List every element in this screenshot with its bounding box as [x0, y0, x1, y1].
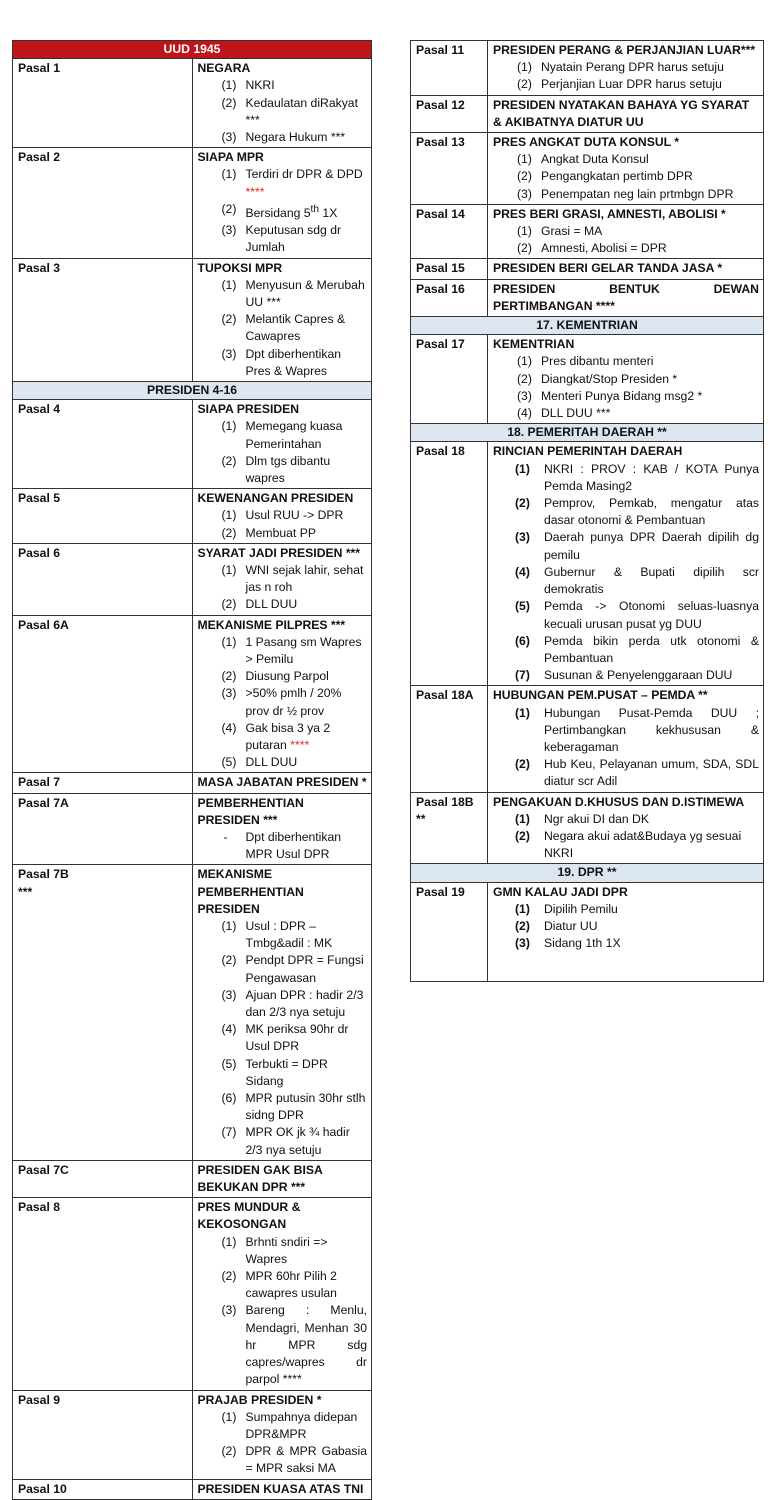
list-item: (3) Menteri Punya Bidang msg2 *	[517, 388, 703, 403]
row-pasal-11	[411, 41, 764, 96]
pasal-heading: TUPOKSI MPR	[197, 260, 283, 275]
list-item: (2) Bersidang 5th 1X	[221, 201, 338, 220]
pasal-items	[198, 277, 368, 380]
pasal-content	[192, 148, 372, 258]
pasal-label: Pasal 11	[411, 41, 488, 96]
pasal-heading: SIAPA MPR	[197, 150, 264, 165]
pasal-heading: PRES ANGKAT DUTA KONSUL *	[493, 135, 679, 150]
list-item: (3) >50% pmlh / 20% prov dr ½ prov	[221, 686, 342, 718]
pasal-items	[493, 811, 759, 863]
list-item: (2) Perjanjian Luar DPR harus setuju	[517, 77, 722, 92]
row-pasal-5	[13, 489, 372, 544]
section-title: 18. PEMERITAH DAERAH **	[411, 424, 764, 442]
list-item: (1) Hubungan Pusat-Pemda DUU ; Pertimbangkan kekhususan & keberagaman	[515, 705, 759, 754]
pasal-label: Pasal 7A	[13, 793, 193, 865]
list-item: (3) Dpt diberhentikan Pres & Wapres	[221, 346, 342, 378]
pasal-label: Pasal 5	[13, 489, 193, 544]
list-item: (1) Nyatain Perang DPR harus setuju	[517, 60, 724, 75]
list-item: (2) Negara akui adat&Budaya yg sesuai NKRI	[515, 828, 742, 861]
row-pasal-17	[411, 335, 764, 424]
list-item: (7) MPR OK jk ¾ hadir 2/3 nya setuju	[221, 1125, 350, 1157]
list-item: (6) MPR putusin 30hr stlh sidng DPR	[221, 1091, 366, 1123]
list-item: (1) Memegang kuasa Pemerintahan	[221, 419, 343, 451]
pasal-heading: PRAJAB PRESIDEN *	[197, 1392, 322, 1407]
pasal-heading: PRES MUNDUR & KEKOSONGAN	[197, 1200, 301, 1232]
pasal-content	[488, 442, 764, 686]
pasal-items	[493, 353, 759, 422]
pasal-items	[198, 918, 368, 1159]
list-item: (6) Pemda bikin perda utk otonomi & Pembantuan	[515, 633, 759, 665]
section-title: 17. KEMENTRIAN	[411, 317, 764, 335]
list-item: (1) Dipilih Pemilu	[515, 901, 618, 916]
pasal-heading: SYARAT JADI PRESIDEN ***	[197, 545, 361, 560]
pasal-label: Pasal 12	[411, 95, 488, 132]
list-item: (2) Pendpt DPR = Fungsi Pengawasan	[221, 953, 364, 985]
list-item: (3) Bareng : Menlu, Mendagri, Menhan 30 hr MPR sdg capres/wapres dr parpol ****	[221, 1303, 367, 1387]
list-item: (1) Usul RUU -> DPR	[221, 508, 344, 523]
pasal-heading: SIAPA PRESIDEN	[197, 402, 300, 417]
pasal-heading: GMN KALAU JADI DPR	[493, 884, 628, 899]
pasal-content	[488, 133, 764, 205]
pasal-content	[192, 400, 372, 489]
list-item: (3) Daerah punya DPR Daerah dipilih dg pemilu	[515, 530, 759, 562]
section-header-dpr	[411, 864, 764, 882]
row-pasal-14	[411, 204, 764, 259]
row-pasal-2	[13, 148, 372, 258]
pasal-content	[488, 882, 764, 981]
red-stars: ****	[290, 737, 310, 752]
list-item: (1) Brhnti sndiri => Wapres	[221, 1234, 328, 1266]
pasal-heading: RINCIAN PEMERINTAH DAERAH	[493, 444, 683, 459]
list-item: (3) Penempatan neg lain prtmbgn DPR	[517, 186, 734, 201]
pasal-heading: KEMENTRIAN	[493, 337, 575, 352]
list-item: (4) Gak bisa 3 ya 2 putaran ****	[221, 720, 331, 752]
row-pasal-19	[411, 882, 764, 981]
list-item: (2) Diatur UU	[515, 918, 598, 933]
pasal-heading: PRESIDEN NYATAKAN BAHAYA YG SYARAT & AKIBATNYA DIATUR UU	[488, 95, 764, 132]
right-table	[410, 40, 764, 982]
list-item: (2) Kedaulatan diRakyat ***	[221, 95, 358, 127]
pasal-heading: MASA JABATAN PRESIDEN *	[192, 773, 372, 793]
list-item: (2) MPR 60hr Pilih 2 cawapres usulan	[221, 1269, 337, 1301]
section-title: PRESIDEN 4-16	[13, 381, 372, 399]
pasal-heading: PRESIDEN BENTUK DEWAN PERTIMBANGAN ****	[488, 279, 764, 316]
pasal-heading: MEKANISME PEMBERHENTIAN PRESIDEN	[197, 867, 304, 916]
pasal-label: Pasal 18B **	[411, 792, 488, 864]
pasal-items	[198, 1234, 368, 1389]
row-pasal-13	[411, 133, 764, 205]
pasal-label: Pasal 15	[411, 259, 488, 279]
pasal-label: Pasal 7B ***	[13, 865, 193, 1160]
pasal-content	[488, 792, 764, 864]
list-item: (5) DLL DUU	[221, 755, 298, 770]
row-pasal-15	[411, 259, 764, 279]
pasal-label: Pasal 7	[13, 773, 193, 793]
pasal-heading: PRESIDEN KUASA ATAS TNI	[192, 1479, 372, 1499]
pasal-label: Pasal 16	[411, 279, 488, 316]
pasal-label: Pasal 10	[13, 1479, 193, 1499]
pasal-content	[488, 41, 764, 96]
pasal-content	[192, 1198, 372, 1390]
list-item: (1) Ngr akui DI dan DK	[515, 811, 649, 826]
list-item: (4) DLL DUU ***	[517, 406, 611, 421]
pasal-content	[488, 204, 764, 259]
list-item: (2) Amnesti, Abolisi = DPR	[517, 241, 667, 256]
pasal-heading: PRESIDEN BERI GELAR TANDA JASA *	[488, 259, 764, 279]
list-item: (2) DPR & MPR Gabasia = MPR saksi MA	[221, 1444, 367, 1476]
pasal-items	[198, 77, 368, 146]
section-header-uud	[13, 41, 372, 59]
list-item: (4) MK periksa 90hr dr Usul DPR	[221, 1022, 349, 1054]
section-header-presiden	[13, 381, 372, 399]
pasal-label: Pasal 14	[411, 204, 488, 259]
pasal-content	[192, 615, 372, 773]
list-item: (7) Susunan & Penyelenggaraan DUU	[515, 668, 733, 683]
list-item: (2) Pemprov, Pemkab, mengatur atas dasar otonomi & Pembantuan	[515, 496, 759, 528]
section-header-kementrian	[411, 317, 764, 335]
pasal-content	[192, 258, 372, 381]
list-item: (1) Terdiri dr DPR & DPD ****	[221, 167, 363, 199]
pasal-label: Pasal 6	[13, 543, 193, 615]
pasal-items	[198, 418, 368, 487]
pasal-label: Pasal 7C	[13, 1160, 193, 1197]
row-pasal-18b	[411, 792, 764, 864]
list-item: (2) Diangkat/Stop Presiden *	[517, 371, 678, 386]
list-item: (3) Keputusan sdg dr Jumlah	[221, 223, 342, 255]
row-pasal-4	[13, 400, 372, 489]
pasal-items	[198, 166, 368, 256]
list-item: (3) Ajuan DPR : hadir 2/3 dan 2/3 nya setuju	[221, 987, 364, 1020]
list-item: (4) Gubernur & Bupati dipilih scr demokratis	[515, 564, 759, 597]
pasal-items	[198, 634, 368, 772]
pasal-label: Pasal 4	[13, 400, 193, 489]
pasal-items	[493, 59, 759, 93]
pasal-content	[192, 543, 372, 615]
list-item: (1) Sumpahnya didepan DPR&MPR	[221, 1409, 358, 1441]
pasal-items	[198, 1409, 368, 1478]
row-pasal-7a	[13, 793, 372, 865]
pasal-label: Pasal 8	[13, 1198, 193, 1390]
list-item: (2) Membuat PP	[221, 525, 316, 540]
pasal-items	[493, 223, 759, 257]
pasal-heading: KEWENANGAN PRESIDEN	[197, 491, 354, 506]
list-item: (5) Terbukti = DPR Sidang	[221, 1056, 328, 1088]
pasal-content	[488, 686, 764, 792]
row-pasal-7c	[13, 1160, 372, 1197]
row-pasal-18	[411, 442, 764, 686]
list-item: (1) Angkat Duta Konsul	[517, 152, 649, 167]
pasal-heading: PEMBERHENTIAN PRESIDEN ***	[197, 795, 304, 827]
pasal-label: Pasal 18A	[411, 686, 488, 792]
list-item: (1) Menyusun & Merubah UU ***	[221, 277, 365, 309]
section-header-pemda	[411, 424, 764, 442]
row-pasal-10	[13, 1479, 372, 1499]
pasal-items	[493, 151, 759, 203]
list-item: (1) WNI sejak lahir, sehat jas n roh	[221, 562, 364, 595]
row-pasal-7	[13, 773, 372, 793]
list-item: (1) Pres dibantu menteri	[517, 354, 654, 369]
list-item: (1) 1 Pasang sm Wapres > Pemilu	[221, 634, 362, 666]
list-item: (1) Grasi = MA	[517, 224, 603, 239]
list-item: (3) Negara Hukum ***	[221, 130, 346, 145]
section-title: 19. DPR **	[411, 864, 764, 882]
pasal-content	[192, 793, 372, 865]
row-pasal-8	[13, 1198, 372, 1390]
row-pasal-6a	[13, 615, 372, 773]
row-pasal-9	[13, 1390, 372, 1479]
pasal-heading: PRESIDEN GAK BISA BEKUKAN DPR ***	[192, 1160, 372, 1197]
pasal-items	[493, 705, 759, 791]
pasal-content	[192, 865, 372, 1160]
pasal-items	[493, 901, 759, 953]
list-item: (2) Pengangkatan pertimb DPR	[517, 169, 693, 184]
pasal-content	[488, 335, 764, 424]
pasal-heading: PRESIDEN PERANG & PERJANJIAN LUAR***	[493, 43, 756, 57]
pasal-items	[493, 461, 759, 685]
pasal-heading: HUBUNGAN PEM.PUSAT – PEMDA **	[493, 688, 708, 703]
list-item: (1) Usul : DPR – Tmbg&adil : MK	[221, 919, 333, 951]
row-pasal-6	[13, 543, 372, 615]
pasal-items	[198, 507, 368, 541]
row-pasal-7b	[13, 865, 372, 1160]
pasal-items	[198, 562, 368, 614]
list-item: (1) NKRI : PROV : KAB / KOTA Punya Pemda Masing2	[515, 461, 759, 493]
red-stars: ****	[245, 184, 265, 199]
list-item: (2) DLL DUU	[221, 597, 298, 612]
section-title: UUD 1945	[13, 41, 372, 59]
pasal-heading: NEGARA	[197, 61, 251, 76]
list-item: (3) Sidang 1th 1X	[515, 936, 621, 951]
list-item: (2) Dlm tgs dibantu wapres	[221, 453, 331, 485]
pasal-label: Pasal 19	[411, 882, 488, 981]
row-pasal-3	[13, 258, 372, 381]
pasal-heading: PRES BERI GRASI, AMNESTI, ABOLISI *	[493, 206, 726, 221]
row-pasal-16	[411, 279, 764, 316]
pasal-label: Pasal 17	[411, 335, 488, 424]
list-item: (2) Melantik Capres & Cawapres	[221, 312, 346, 344]
left-table	[12, 40, 372, 1500]
row-pasal-18a	[411, 686, 764, 792]
pasal-content	[192, 59, 372, 148]
list-item: (2) Diusung Parpol	[221, 669, 329, 684]
pasal-label: Pasal 13	[411, 133, 488, 205]
pasal-label: Pasal 18	[411, 442, 488, 686]
pasal-label: Pasal 9	[13, 1390, 193, 1479]
pasal-label: Pasal 2	[13, 148, 193, 258]
dash-item: - Dpt diberhentikan MPR Usul DPR	[198, 829, 368, 863]
pasal-label: Pasal 6A	[13, 615, 193, 773]
pasal-heading: PENGAKUAN D.KHUSUS DAN D.ISTIMEWA	[493, 794, 745, 809]
row-pasal-12	[411, 95, 764, 132]
list-item: (1) NKRI	[221, 78, 275, 93]
pasal-label: Pasal 3	[13, 258, 193, 381]
list-item: (5) Pemda -> Otonomi seluas-luasnya kecuali urusan pusat yg DUU	[515, 599, 759, 631]
pasal-label: Pasal 1	[13, 59, 193, 148]
pasal-content	[192, 1390, 372, 1479]
pasal-content	[192, 489, 372, 544]
pasal-heading: MEKANISME PILPRES ***	[197, 617, 346, 632]
row-pasal-1	[13, 59, 372, 148]
list-item: (2) Hub Keu, Pelayanan umum, SDA, SDL diatur scr Adil	[515, 757, 759, 789]
